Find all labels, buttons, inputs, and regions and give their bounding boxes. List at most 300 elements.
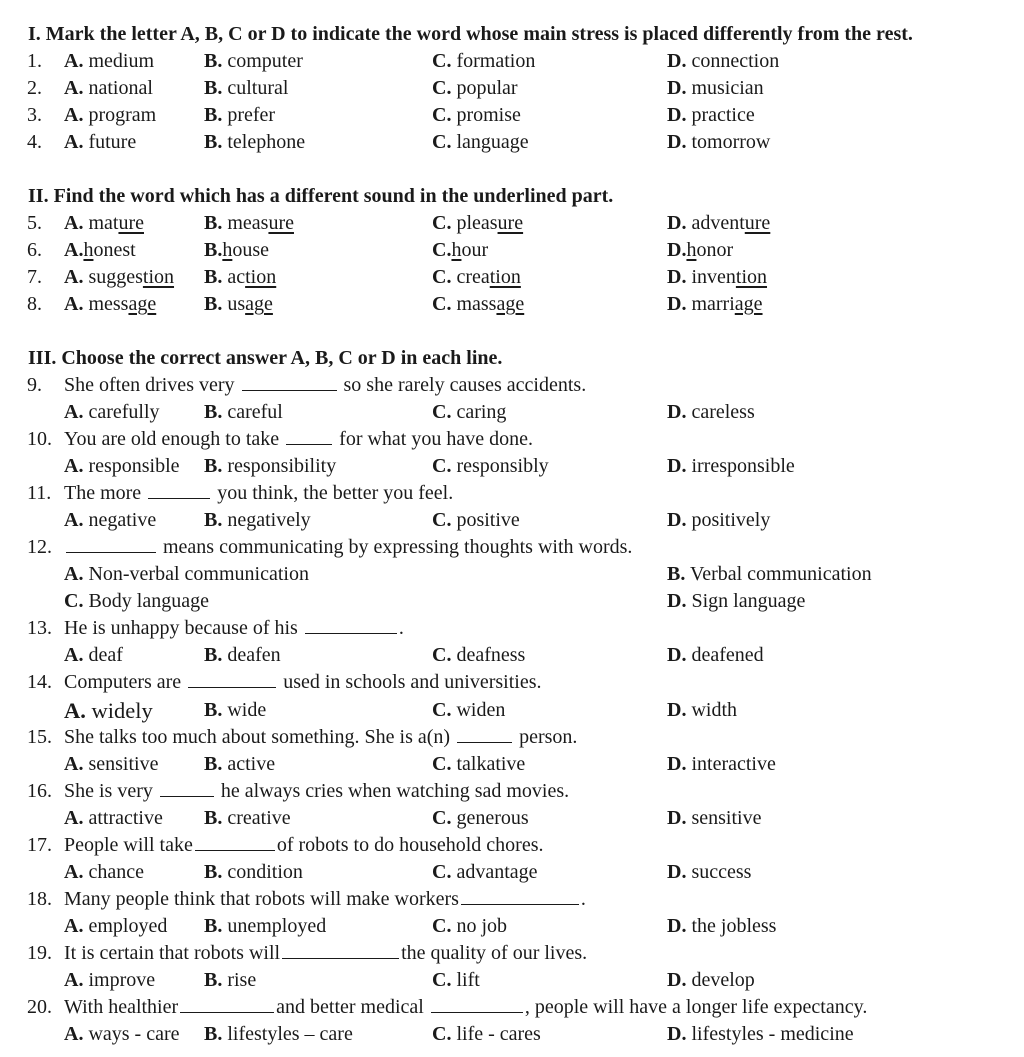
answer-option <box>667 291 763 318</box>
option-letter: D. <box>667 509 687 531</box>
option-text: pleasure <box>456 212 524 234</box>
option-letter: D. <box>667 699 687 721</box>
worksheet-line <box>0 507 1024 534</box>
answer-option <box>204 102 275 129</box>
answer-blank <box>180 994 274 1013</box>
option-text: honor <box>686 239 734 261</box>
question-number: 1. <box>27 50 42 72</box>
option-text: usage <box>227 293 273 315</box>
underlined-part: tion <box>489 266 521 288</box>
underlined-part: ure <box>118 212 144 234</box>
worksheet-line <box>0 778 1024 805</box>
option-letter: D. <box>667 753 687 775</box>
answer-option <box>432 75 518 102</box>
worksheet-line <box>0 102 1024 129</box>
answer-blank <box>148 480 210 499</box>
worksheet-line <box>0 291 1024 318</box>
worksheet-line <box>0 642 1024 669</box>
answer-option <box>64 913 167 940</box>
option-text: improve <box>83 969 156 991</box>
answer-option <box>667 264 767 291</box>
underlined-part: h <box>83 239 94 261</box>
option-text: life - cares <box>451 1023 541 1045</box>
option-letter: B. <box>204 212 223 234</box>
answer-blank <box>286 426 332 445</box>
option-text: talkative <box>451 753 526 775</box>
answer-option <box>432 237 488 264</box>
answer-blank <box>188 669 276 688</box>
answer-option <box>667 210 770 237</box>
answer-option <box>667 75 764 102</box>
answer-option <box>64 859 144 886</box>
option-letter: C. <box>432 1023 452 1045</box>
question-number: 2. <box>27 77 42 99</box>
option-letter: C. <box>432 807 452 829</box>
option-letter: A. <box>64 698 86 723</box>
question-number: 6. <box>27 239 42 261</box>
option-text: positive <box>451 509 520 531</box>
option-letter: A. <box>64 509 84 531</box>
option-letter: B. <box>204 915 223 937</box>
answer-option <box>667 48 779 75</box>
question-text: She is very he always cries when watching sad movies. <box>64 780 570 802</box>
answer-option <box>204 1021 353 1048</box>
option-letter: A. <box>64 969 84 991</box>
option-letter: B. <box>204 699 223 721</box>
option-text: sensitive <box>83 753 159 775</box>
option-letter: A. <box>64 807 84 829</box>
option-letter: A. <box>64 212 84 234</box>
underlined-part: h <box>686 239 697 261</box>
option-text: generous <box>451 807 529 829</box>
question-number: 3. <box>27 104 42 126</box>
option-text: future <box>83 131 137 153</box>
option-text: lifestyles - medicine <box>686 1023 854 1045</box>
option-letter: B. <box>204 753 223 775</box>
answer-blank <box>66 534 156 553</box>
option-text: employed <box>83 915 168 937</box>
worksheet-line <box>0 561 1024 588</box>
option-text: responsibly <box>451 455 549 477</box>
option-letter: C. <box>432 266 452 288</box>
answer-option <box>667 913 776 940</box>
underlined-part: age <box>734 293 763 315</box>
worksheet-line <box>0 183 1024 210</box>
answer-option <box>64 75 153 102</box>
answer-option <box>204 291 273 318</box>
answer-option <box>64 642 123 669</box>
option-text: deaf <box>83 644 123 666</box>
worksheet-line <box>0 345 1024 372</box>
question-number: 12. <box>27 536 52 558</box>
option-letter: D. <box>667 104 687 126</box>
option-text: deafness <box>451 644 526 666</box>
option-letter: B. <box>204 644 223 666</box>
section-heading: I. Mark the letter A, B, C or D to indicate the word whose main stress is placed differently from the rest. <box>28 23 913 45</box>
option-letter: D. <box>667 644 687 666</box>
answer-option <box>432 453 549 480</box>
option-letter: B. <box>204 131 223 153</box>
option-text: deafened <box>686 644 764 666</box>
option-letter: B. <box>204 509 223 531</box>
option-letter: D. <box>667 455 687 477</box>
answer-option <box>64 291 156 318</box>
answer-option <box>667 751 776 778</box>
option-letter: B. <box>204 266 223 288</box>
worksheet-line <box>0 426 1024 453</box>
option-letter: B. <box>204 1023 223 1045</box>
answer-blank <box>160 778 214 797</box>
worksheet-line <box>0 859 1024 886</box>
option-text: no job <box>451 915 508 937</box>
answer-blank <box>457 724 512 743</box>
option-text: medium <box>83 50 154 72</box>
worksheet-line <box>0 588 1024 615</box>
answer-option <box>64 588 209 615</box>
worksheet-line <box>0 1021 1024 1048</box>
option-text: rise <box>222 969 257 991</box>
option-text: active <box>222 753 276 775</box>
answer-blank <box>461 886 579 905</box>
question-number: 4. <box>27 131 42 153</box>
worksheet-line <box>0 994 1024 1021</box>
option-text: measure <box>227 212 294 234</box>
option-letter: D. <box>667 969 687 991</box>
underlined-part: tion <box>245 266 277 288</box>
answer-blank <box>195 832 275 851</box>
option-letter: B. <box>667 563 686 585</box>
option-text: computer <box>222 50 303 72</box>
underlined-part: h <box>451 239 462 261</box>
option-text: caring <box>451 401 507 423</box>
option-text: negative <box>83 509 157 531</box>
answer-option <box>204 453 336 480</box>
worksheet-line <box>0 75 1024 102</box>
option-text: unemployed <box>222 915 327 937</box>
answer-option <box>432 102 521 129</box>
worksheet-line <box>0 805 1024 832</box>
answer-option <box>432 697 505 724</box>
option-text: honest <box>83 239 136 261</box>
answer-option <box>204 48 303 75</box>
option-letter: B. <box>204 401 223 423</box>
answer-option <box>432 264 521 291</box>
answer-option <box>667 129 770 156</box>
section-heading: II. Find the word which has a different sound in the underlined part. <box>28 185 614 207</box>
worksheet-line <box>0 724 1024 751</box>
option-text: invention <box>691 266 768 288</box>
underlined-part: ure <box>268 212 294 234</box>
answer-option <box>432 291 524 318</box>
question-number: 16. <box>27 780 52 802</box>
option-text: creation <box>456 266 521 288</box>
worksheet-line <box>0 967 1024 994</box>
underlined-part: h <box>222 239 233 261</box>
worksheet-line <box>0 21 1024 48</box>
option-text: responsible <box>83 455 180 477</box>
option-text: Sign language <box>686 590 806 612</box>
option-letter: C. <box>432 915 452 937</box>
option-letter: D. <box>667 77 687 99</box>
option-letter: B. <box>204 969 223 991</box>
answer-option <box>204 210 294 237</box>
answer-option <box>204 507 311 534</box>
question-text: It is certain that robots will the quality of our lives. <box>64 942 588 964</box>
option-letter: A. <box>64 644 84 666</box>
option-text: action <box>227 266 277 288</box>
option-letter: B. <box>204 239 223 261</box>
answer-blank <box>242 372 337 391</box>
option-letter: D. <box>667 50 687 72</box>
underlined-part: tion <box>142 266 175 288</box>
answer-option <box>64 264 174 291</box>
worksheet-line <box>0 886 1024 913</box>
underlined-part: tion <box>735 266 768 288</box>
option-letter: C. <box>432 293 452 315</box>
option-text: telephone <box>222 131 306 153</box>
option-text: lifestyles – care <box>222 1023 353 1045</box>
option-text: cultural <box>222 77 289 99</box>
option-text: develop <box>686 969 755 991</box>
option-letter: D. <box>667 266 687 288</box>
question-text: She often drives very so she rarely causes accidents. <box>64 374 587 396</box>
option-text: deafen <box>222 644 281 666</box>
answer-option <box>64 48 154 75</box>
option-text: irresponsible <box>686 455 795 477</box>
answer-option <box>204 805 291 832</box>
option-text: adventure <box>691 212 771 234</box>
question-number: 14. <box>27 671 52 693</box>
question-text: With healthier and better medical , people will have a longer life expectancy. <box>64 996 868 1018</box>
worksheet-line <box>0 480 1024 507</box>
answer-option <box>432 751 525 778</box>
worksheet-line <box>0 372 1024 399</box>
question-number: 7. <box>27 266 42 288</box>
option-letter: A. <box>64 915 84 937</box>
answer-option <box>667 399 755 426</box>
option-letter: C. <box>432 753 452 775</box>
question-text: He is unhappy because of his . <box>64 617 404 639</box>
answer-option <box>204 399 283 426</box>
answer-option <box>64 697 153 724</box>
option-text: negatively <box>222 509 311 531</box>
answer-option <box>432 1021 541 1048</box>
answer-option <box>64 805 163 832</box>
option-letter: D. <box>667 1023 687 1045</box>
option-text: careful <box>222 401 283 423</box>
question-number: 8. <box>27 293 42 315</box>
option-letter: C. <box>432 77 452 99</box>
option-letter: C. <box>432 212 452 234</box>
option-letter: C. <box>432 104 452 126</box>
option-text: lift <box>451 969 480 991</box>
option-letter: A. <box>64 455 84 477</box>
answer-option <box>667 507 770 534</box>
underlined-part: age <box>245 293 273 315</box>
option-text: popular <box>451 77 518 99</box>
question-number: 5. <box>27 212 42 234</box>
answer-option <box>667 453 795 480</box>
option-text: Non-verbal communication <box>83 563 309 585</box>
option-letter: C. <box>432 644 452 666</box>
option-text: marriage <box>691 293 763 315</box>
option-letter: C. <box>432 131 452 153</box>
option-text: mature <box>88 212 144 234</box>
option-text: practice <box>686 104 755 126</box>
option-text: message <box>88 293 157 315</box>
option-letter: A. <box>64 131 84 153</box>
option-letter: D. <box>667 239 687 261</box>
answer-option <box>667 588 805 615</box>
option-text: ways - care <box>83 1023 180 1045</box>
worksheet-line <box>0 669 1024 696</box>
option-text: connection <box>686 50 780 72</box>
answer-option <box>432 48 535 75</box>
answer-blank <box>282 940 399 959</box>
answer-option <box>667 859 751 886</box>
answer-option <box>204 75 288 102</box>
option-text: language <box>451 131 529 153</box>
option-letter: C. <box>432 401 452 423</box>
option-letter: D. <box>667 293 687 315</box>
option-letter: C. <box>432 509 452 531</box>
answer-option <box>432 967 480 994</box>
answer-option <box>667 805 761 832</box>
option-text: responsibility <box>222 455 337 477</box>
answer-option <box>64 102 156 129</box>
option-text: wide <box>222 699 267 721</box>
answer-option <box>204 237 269 264</box>
option-text: attractive <box>83 807 163 829</box>
answer-option <box>432 913 507 940</box>
answer-option <box>432 642 525 669</box>
worksheet-line <box>0 237 1024 264</box>
answer-option <box>64 399 160 426</box>
question-text: You are old enough to take for what you have done. <box>64 428 533 450</box>
question-number: 13. <box>27 617 52 639</box>
answer-option <box>667 102 755 129</box>
question-number: 10. <box>27 428 52 450</box>
question-number: 17. <box>27 834 52 856</box>
answer-option <box>204 697 266 724</box>
answer-option <box>64 1021 180 1048</box>
option-letter: D. <box>667 590 687 612</box>
option-text: formation <box>451 50 536 72</box>
option-letter: A. <box>64 861 84 883</box>
answer-option <box>432 507 520 534</box>
option-text: Body language <box>83 590 209 612</box>
option-text: widely <box>85 698 153 723</box>
question-number: 20. <box>27 996 52 1018</box>
option-letter: B. <box>204 77 223 99</box>
option-text: national <box>83 77 153 99</box>
answer-option <box>667 561 872 588</box>
answer-option <box>204 129 305 156</box>
underlined-part: age <box>128 293 157 315</box>
option-letter: C. <box>432 969 452 991</box>
worksheet-line <box>0 534 1024 561</box>
option-letter: C. <box>432 50 452 72</box>
answer-option <box>204 859 303 886</box>
answer-option <box>667 967 755 994</box>
question-number: 15. <box>27 726 52 748</box>
option-letter: C. <box>432 239 452 261</box>
answer-option <box>432 399 506 426</box>
worksheet-line <box>0 210 1024 237</box>
answer-option <box>64 453 180 480</box>
worksheet-line <box>0 751 1024 778</box>
option-letter: D. <box>667 401 687 423</box>
option-letter: A. <box>64 293 84 315</box>
option-letter: B. <box>204 861 223 883</box>
question-text: Computers are used in schools and universities. <box>64 671 542 693</box>
question-text: Many people think that robots will make workers . <box>64 888 586 910</box>
option-text: program <box>83 104 157 126</box>
answer-option <box>432 805 529 832</box>
option-text: careless <box>686 401 755 423</box>
answer-option <box>204 967 256 994</box>
answer-option <box>432 859 538 886</box>
question-number: 11. <box>27 482 52 504</box>
option-text: carefully <box>83 401 160 423</box>
option-letter: B. <box>204 807 223 829</box>
option-letter: C. <box>64 590 84 612</box>
worksheet-line <box>0 399 1024 426</box>
question-text: People will take of robots to do household chores. <box>64 834 544 856</box>
worksheet-line <box>0 615 1024 642</box>
answer-option <box>667 642 764 669</box>
option-letter: B. <box>204 293 223 315</box>
option-letter: D. <box>667 915 687 937</box>
question-number: 9. <box>27 374 42 396</box>
option-letter: A. <box>64 563 84 585</box>
option-letter: A. <box>64 753 84 775</box>
option-text: chance <box>83 861 144 883</box>
option-text: condition <box>222 861 303 883</box>
worksheet-line <box>0 913 1024 940</box>
option-letter: B. <box>204 104 223 126</box>
section-heading: III. Choose the correct answer A, B, C or D in each line. <box>28 347 503 369</box>
option-text: positively <box>686 509 771 531</box>
option-letter: C. <box>432 455 452 477</box>
question-text: means communicating by expressing thoughts with words. <box>64 534 632 561</box>
worksheet-line <box>0 697 1024 724</box>
option-letter: D. <box>667 212 687 234</box>
option-text: musician <box>686 77 764 99</box>
answer-option <box>204 913 326 940</box>
answer-option <box>667 697 737 724</box>
answer-option <box>64 507 156 534</box>
option-text: advantage <box>451 861 538 883</box>
option-text: promise <box>451 104 521 126</box>
option-letter: A. <box>64 266 84 288</box>
option-text: the jobless <box>686 915 777 937</box>
question-text: The more you think, the better you feel. <box>64 482 454 504</box>
option-text: widen <box>451 699 506 721</box>
option-text: hour <box>451 239 489 261</box>
worksheet-line <box>0 129 1024 156</box>
underlined-part: ure <box>497 212 524 234</box>
answer-option <box>64 129 136 156</box>
worksheet-line <box>0 264 1024 291</box>
answer-option <box>667 1021 854 1048</box>
worksheet-line <box>0 453 1024 480</box>
option-text: house <box>222 239 270 261</box>
option-letter: A. <box>64 401 84 423</box>
answer-option <box>64 967 155 994</box>
question-number: 18. <box>27 888 52 910</box>
answer-option <box>432 210 523 237</box>
